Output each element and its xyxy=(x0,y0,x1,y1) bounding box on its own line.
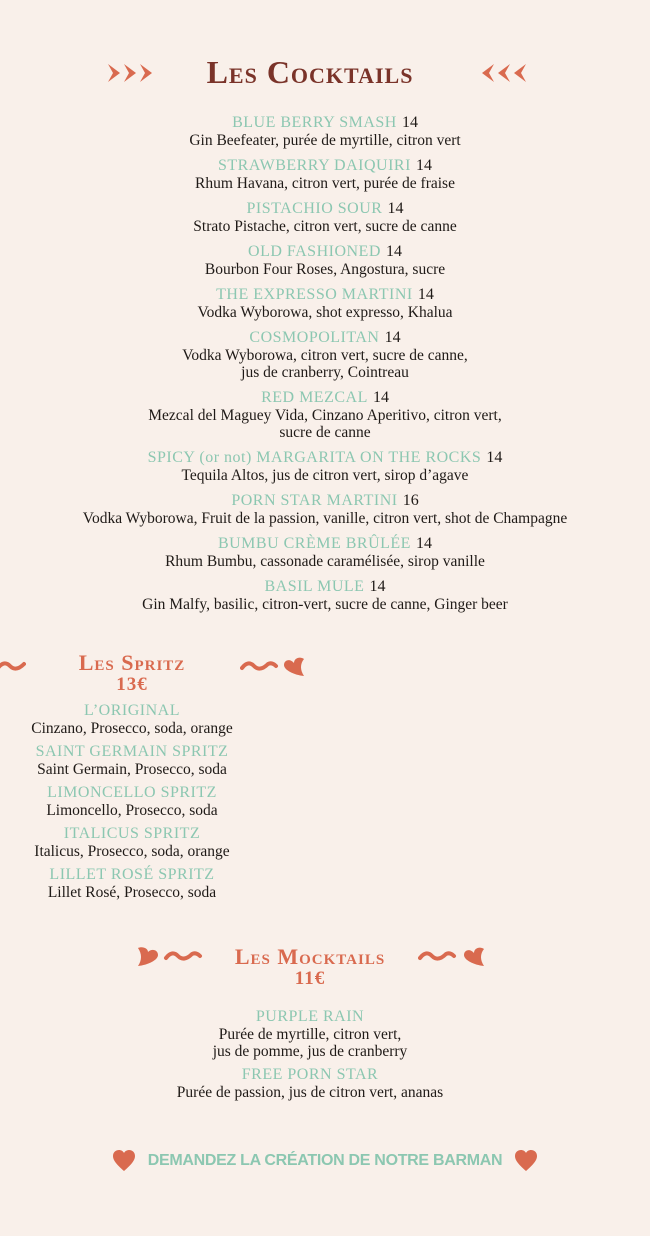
cocktail-heading xyxy=(0,534,650,553)
cocktail-heading xyxy=(0,328,650,347)
cocktails-title: Les Cocktails xyxy=(206,54,414,90)
cocktail-description: jus de cranberry, Cointreau xyxy=(241,364,409,381)
cocktail-description: Mezcal del Maguey Vida, Cinzano Aperitivo, citron vert, xyxy=(148,407,502,424)
cocktail-name: COSMOPOLITAN xyxy=(249,329,380,346)
spritz-item xyxy=(0,866,264,901)
cocktail-heading xyxy=(0,577,650,596)
mocktail-item xyxy=(0,1066,620,1101)
cocktail-heading xyxy=(0,388,650,407)
cocktail-name: BLUE BERRY SMASH xyxy=(232,114,397,131)
heart-wave-left-icon xyxy=(136,946,204,968)
cocktail-price: 14 xyxy=(416,157,433,174)
cocktail-name: STRAWBERRY DAIQUIRI xyxy=(217,157,411,174)
cocktail-description: Tequila Altos, jus de citron vert, sirop d’agave xyxy=(181,467,469,484)
cocktail-heading xyxy=(0,285,650,304)
wave-heart-right-icon xyxy=(240,656,306,678)
cocktail-price: 14 xyxy=(416,535,433,552)
cocktail-heading xyxy=(0,113,650,132)
cocktail-price: 14 xyxy=(385,243,402,260)
footer-text: DEMANDEZ LA CRÉATION DE NOTRE BARMAN xyxy=(147,1152,503,1169)
spritz-list xyxy=(0,702,264,907)
spritz-item-description: Saint Germain, Prosecco, soda xyxy=(37,761,227,778)
cocktail-name: BASIL MULE xyxy=(264,578,365,595)
triple-chevron-left-icon xyxy=(106,62,162,84)
mocktails-price: 11€ xyxy=(294,968,326,989)
cocktail-name: PISTACHIO SOUR xyxy=(246,200,383,217)
mocktail-name: PURPLE RAIN xyxy=(255,1008,365,1025)
cocktail-description: Bourbon Four Roses, Angostura, sucre xyxy=(204,261,446,278)
cocktail-name: RED MEZCAL xyxy=(261,389,368,406)
cocktail-price: 14 xyxy=(417,286,434,303)
cocktail-description: Gin Beefeater, purée de myrtille, citron vert xyxy=(189,132,461,149)
mocktail-description: Purée de myrtille, citron vert, xyxy=(218,1026,402,1043)
cocktail-item xyxy=(0,328,650,381)
cocktail-description: Vodka Wyborowa, shot expresso, Khalua xyxy=(197,304,453,321)
footer xyxy=(0,1148,650,1174)
mocktails-list xyxy=(0,1008,620,1107)
spritz-item-name: ITALICUS SPRITZ xyxy=(63,825,201,842)
cocktail-heading xyxy=(0,448,650,467)
cocktail-item xyxy=(0,156,650,192)
cocktails-list xyxy=(0,113,650,620)
cocktail-description: sucre de canne xyxy=(279,424,371,441)
wave-left-icon xyxy=(0,660,26,672)
cocktail-item xyxy=(0,577,650,613)
spritz-item xyxy=(0,825,264,860)
wave-heart-right-icon xyxy=(418,946,486,968)
heart-icon xyxy=(112,1150,136,1172)
cocktail-price: 16 xyxy=(402,492,419,509)
cocktail-name: OLD FASHIONED xyxy=(248,243,381,260)
cocktail-description: Rhum Havana, citron vert, purée de fraise xyxy=(195,175,455,192)
cocktail-name: BUMBU CRÈME BRÛLÉE xyxy=(217,535,411,552)
cocktail-price: 14 xyxy=(486,449,503,466)
cocktail-price: 14 xyxy=(369,578,386,595)
cocktail-heading xyxy=(0,156,650,175)
cocktail-price: 14 xyxy=(384,329,401,346)
spritz-item-description: Lillet Rosé, Prosecco, soda xyxy=(47,884,217,901)
mocktail-description: jus de pomme, jus de cranberry xyxy=(212,1043,408,1060)
spritz-item-description: Limoncello, Prosecco, soda xyxy=(46,802,218,819)
spritz-item-name: SAINT GERMAIN SPRITZ xyxy=(35,743,229,760)
heart-icon xyxy=(514,1150,538,1172)
spritz-title: Les Spritz xyxy=(78,650,186,675)
cocktail-item xyxy=(0,242,650,278)
mocktail-description: Purée de passion, jus de citron vert, ananas xyxy=(176,1084,444,1101)
cocktail-item xyxy=(0,491,650,527)
cocktail-item xyxy=(0,199,650,235)
spritz-item-description: Cinzano, Prosecco, soda, orange xyxy=(31,720,233,737)
cocktail-price: 14 xyxy=(387,200,404,217)
cocktail-description: Rhum Bumbu, cassonade caramélisée, sirop vanille xyxy=(165,553,485,570)
spritz-item xyxy=(0,743,264,778)
triple-chevron-right-icon xyxy=(472,62,528,84)
mocktail-item xyxy=(0,1008,620,1060)
spritz-item-description: Italicus, Prosecco, soda, orange xyxy=(34,843,230,860)
cocktail-name: SPICY (or not) MARGARITA ON THE ROCKS xyxy=(147,449,482,466)
cocktail-name: PORN STAR MARTINI xyxy=(231,492,398,509)
spritz-item xyxy=(0,784,264,819)
mocktail-name: FREE PORN STAR xyxy=(241,1066,379,1083)
cocktail-description: Vodka Wyborowa, Fruit de la passion, vanille, citron vert, shot de Champagne xyxy=(82,510,568,527)
cocktail-description: Strato Pistache, citron vert, sucre de canne xyxy=(193,218,457,235)
cocktails-header xyxy=(0,52,650,96)
spritz-item-name: LIMONCELLO SPRITZ xyxy=(47,784,217,801)
spritz-item xyxy=(0,702,264,737)
cocktail-heading xyxy=(0,242,650,261)
spritz-item-name: LILLET ROSÉ SPRITZ xyxy=(49,866,215,883)
spritz-price: 13€ xyxy=(116,674,148,695)
cocktail-description: Vodka Wyborowa, citron vert, sucre de canne, xyxy=(182,347,468,364)
cocktail-item xyxy=(0,388,650,441)
cocktail-name: THE EXPRESSO MARTINI xyxy=(216,286,413,303)
mocktails-title: Les Mocktails xyxy=(234,944,386,969)
cocktail-description: Gin Malfy, basilic, citron-vert, sucre de canne, Ginger beer xyxy=(142,596,508,613)
cocktail-heading xyxy=(0,199,650,218)
spritz-item-name: L’ORIGINAL xyxy=(84,702,180,719)
cocktail-item xyxy=(0,534,650,570)
cocktail-item xyxy=(0,113,650,149)
cocktail-price: 14 xyxy=(372,389,389,406)
cocktail-item xyxy=(0,285,650,321)
cocktail-heading xyxy=(0,491,650,510)
cocktail-price: 14 xyxy=(401,114,418,131)
cocktail-item xyxy=(0,448,650,484)
